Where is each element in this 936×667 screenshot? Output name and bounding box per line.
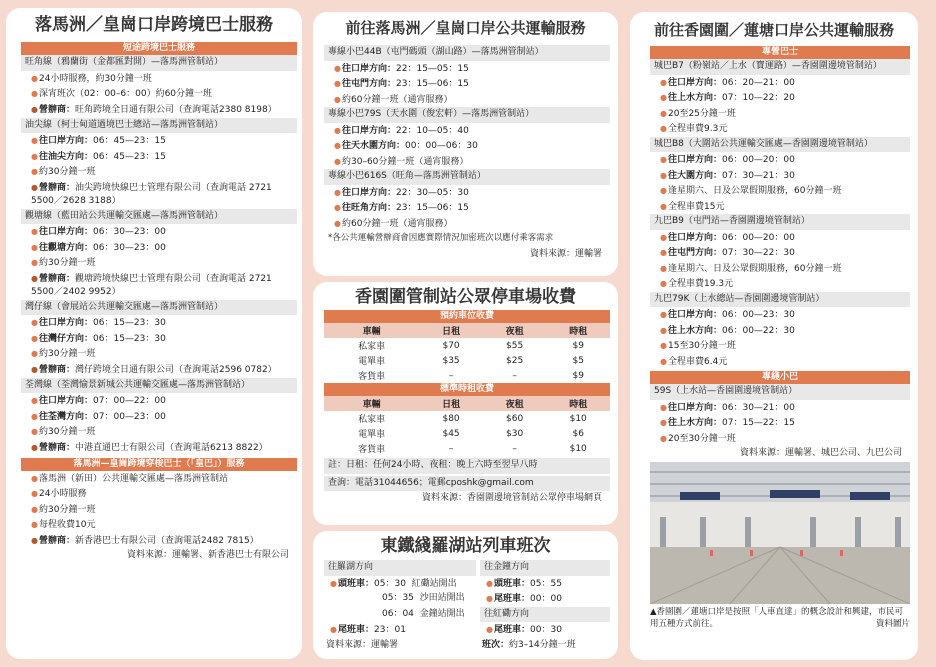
route-header: 旺角線（鴉蘭街（金都匯對開）—落馬洲管制站）: [21, 55, 297, 71]
list-item: ●往灣仔方向：06：15—23：30: [21, 331, 297, 347]
column-header: 夜租: [483, 323, 547, 338]
bullet-icon: ●: [660, 418, 667, 427]
list-item: ●約60分鐘一班（通宵服務）: [324, 92, 610, 108]
bullet-icon: ●: [31, 442, 38, 452]
parking-note: 註：日租：任何24小時、夜租：晚上六時至翌早八時: [324, 458, 610, 474]
table-cell: 私家車: [358, 342, 386, 352]
table-cell: –: [448, 370, 454, 381]
control-point-photo: [650, 462, 910, 604]
bullet-icon: ●: [334, 187, 341, 197]
bullet-icon: ●: [660, 77, 667, 87]
bullet-icon: ●: [31, 473, 38, 483]
bullet-icon: ●: [660, 93, 667, 102]
list-item: ●往口岸方向：06：30—21：00: [650, 400, 910, 416]
route-header: 九巴B9（屯門站—香園圍邊境管制站）: [650, 214, 910, 230]
bullet-icon: ●: [660, 232, 667, 242]
list-item: ●約30分鐘一班: [21, 164, 297, 180]
bullet-icon: ●: [334, 125, 341, 135]
bullet-icon: ●: [31, 333, 38, 343]
list-item: ●往口岸方向：06：45—23：15: [21, 133, 297, 149]
bullet-icon: ●: [31, 73, 38, 83]
list-item: ●約30分鐘一班: [21, 502, 297, 518]
list-item: ●尾班車：00：30: [480, 622, 610, 638]
route-header: 專線小巴79S（天水圍（俊宏軒）—落馬洲管制站）: [324, 107, 610, 123]
list-item: ●尾班車：00：00: [480, 591, 610, 607]
operator-item: ●營辦商：中港直通巴士有限公司（查詢電話6213 8822）: [31, 442, 268, 453]
table-cell: 客貨車: [358, 372, 386, 382]
parking-panel: [313, 282, 618, 525]
list-item: ●逢星期六、日及公眾假期服務，60分鐘一班: [650, 183, 910, 199]
bullet-icon: ●: [660, 108, 667, 118]
photo-caption: ▲香園圍／蓮塘口岸是按照「人車直達」的概念設計和興建，市民可用五種方式前往。 資料圖片: [650, 607, 910, 629]
bullet-icon: ●: [330, 625, 337, 634]
bullet-icon: ●: [31, 427, 38, 436]
source-note: 資料來源：香園圍邊境管制站公眾停車場網頁: [421, 493, 602, 503]
table-cell: $30: [506, 428, 524, 439]
bullet-icon: ●: [334, 94, 341, 104]
source-note: 資料來源：運輸署: [326, 639, 399, 650]
route-header: 灣仔線（會展站公共運輸交匯處—落馬洲管制站）: [21, 300, 297, 316]
rail-left-column: [324, 560, 476, 653]
table-cell: –: [512, 370, 517, 381]
table-cell: 私家車: [358, 415, 386, 425]
list-item: ●往上水方向：07：10—22：20: [650, 90, 910, 106]
bullet-icon: ●: [660, 310, 667, 319]
direction-header: 往金鐘方向: [480, 560, 610, 576]
table-row: [324, 426, 610, 441]
list-item: ●往屯門方向：23：15—06：15: [324, 76, 610, 92]
table-cell: $5: [572, 355, 584, 366]
list-item: ●頭班車：05：55: [480, 576, 610, 592]
table-row: [324, 338, 610, 353]
list-item: ●全程車費19.3元: [650, 276, 910, 292]
bullet-icon: ●: [660, 433, 667, 443]
route-header: 59S（上水站—香園圍邊境管制站）: [650, 384, 910, 400]
parking-contact: 查詢：電話31044656；電郵cposhk@gmail.com: [324, 476, 610, 492]
list-item: ●往口岸方向：06：30—23：00: [21, 224, 297, 240]
lmc-transport-panel: [313, 12, 618, 276]
source-note: 資料來源：運輸署、城巴公司、九巴公司: [739, 448, 902, 458]
bullet-icon: ●: [31, 489, 38, 498]
list-item: ●往天水圍方向：00：00—06：30: [324, 138, 610, 154]
bullet-icon: ●: [31, 136, 38, 145]
list-item: ●約30分鐘一班: [21, 424, 297, 440]
table-cell: $80: [442, 413, 460, 424]
bullet-icon: ●: [31, 364, 38, 374]
bullet-icon: ●: [31, 318, 38, 327]
column-header: 時租: [546, 323, 610, 338]
list-item: ●20至30分鐘一班: [650, 431, 910, 447]
bullet-icon: ●: [660, 155, 667, 164]
cross-border-bus-panel: [6, 8, 302, 659]
bullet-icon: ●: [31, 167, 38, 176]
list-item: ●往口岸方向：22：15—05：15: [324, 61, 610, 77]
bullet-icon: ●: [660, 170, 667, 180]
list-item: ●往口岸方向：22：30—05：30: [324, 185, 610, 201]
list-item: ●往口岸方向：06：00—20：00: [650, 230, 910, 246]
table-cell: $35: [442, 355, 460, 366]
list-item: ●往油尖方向：06：45—23：15: [21, 149, 297, 165]
hall-illustration: [650, 462, 910, 604]
hyw-transport-panel: [630, 12, 918, 660]
bullet-icon: ●: [486, 578, 493, 588]
bullet-icon: ●: [330, 578, 337, 588]
bullet-icon: ●: [31, 242, 38, 252]
list-item: ●尾班車：23：01: [324, 622, 476, 638]
route-header: 城巴B8（大圍站公共運輸交匯處—香園圍邊境管制站）: [650, 137, 910, 153]
table-cell: $70: [442, 340, 460, 351]
bullet-icon: ●: [31, 182, 38, 192]
list-item: ●往口岸方向：22：10—05：40: [324, 123, 610, 139]
list-item: ●24小時服務，約30分鐘一班: [21, 71, 297, 87]
list-item: ●深宵班次（02：00–6：00）約60分鐘一班: [21, 86, 297, 102]
bullet-icon: ●: [31, 504, 38, 514]
section-band: 專營巴士: [650, 46, 910, 59]
operator-item: ●營辦商：灣仔跨境全日通有限公司（查詢電話2596 0782）: [31, 364, 277, 375]
bullet-icon: ●: [660, 325, 667, 335]
bullet-icon: ●: [31, 535, 38, 545]
rail-panel: [313, 531, 618, 659]
section-band: 短途跨境巴士服務: [21, 42, 297, 55]
list-item: ●往荃灣方向：07：00—23：00: [21, 409, 297, 425]
bullet-icon: ●: [334, 79, 341, 88]
list-item: ●約30分鐘一班: [21, 346, 297, 362]
bullet-icon: ●: [486, 625, 493, 634]
table-cell: –: [448, 443, 454, 454]
list-item: ●往大圍方向：07：30—21：30: [650, 168, 910, 184]
route-header: 油尖線（柯士甸道過境巴士總站—落馬洲管制站）: [21, 118, 297, 134]
list-item: ●往屯門方向：07：30—22：30: [650, 245, 910, 261]
table-cell: 客貨車: [358, 445, 386, 455]
table-header-row: [324, 396, 610, 411]
bullet-icon: ●: [486, 594, 493, 603]
bullet-icon: ●: [334, 63, 341, 73]
bullet-icon: ●: [660, 402, 667, 412]
section-band: 預約車位收費: [324, 310, 610, 323]
source-note: 資料來源：運輸署、新香港巴士有限公司: [126, 550, 289, 560]
route-header: 專線小巴44B（屯門碼頭（湖山路）—落馬洲管制站）: [324, 45, 610, 61]
list-item: ●全程車費9.3元: [650, 121, 910, 137]
table-cell: $45: [442, 428, 460, 439]
table-row: [324, 441, 610, 456]
list-item: ●約30分鐘一班: [21, 255, 297, 271]
cross-border-bus-title: 落馬洲／皇崗口岸跨境巴士服務: [35, 15, 273, 35]
column-header: 日租: [419, 396, 483, 411]
rail-right-column: [480, 560, 610, 653]
bullet-icon: ●: [660, 356, 667, 366]
lmc-transport-title: 前往落馬洲／皇崗口岸公共運輸服務: [345, 19, 586, 37]
list-item: ●往口岸方向：06：00—20：00: [650, 152, 910, 168]
rail-title: 東鐵綫羅湖站列車班次: [380, 536, 551, 556]
bullet-icon: ●: [660, 279, 667, 288]
bullet-icon: ●: [31, 273, 38, 283]
list-item: ●20至25分鐘一班: [650, 106, 910, 122]
bullet-icon: ●: [31, 411, 38, 421]
list-item: ●約60分鐘一班（通宵服務）: [324, 216, 610, 232]
bullet-icon: ●: [660, 263, 667, 273]
bullet-icon: ●: [334, 218, 341, 228]
list-item: 06：04 金鐘站開出: [382, 608, 465, 619]
route-header: 專線小巴616S（旺角—落馬洲管制站）: [324, 169, 610, 185]
section-band: 標準時租收費: [324, 383, 610, 396]
list-item: ●頭班車：05：30 紅磡站開出: [324, 576, 476, 592]
route-header: 荃灣線（荃灣愉景新城公共運輸交匯處—落馬洲管制站）: [21, 378, 297, 394]
column-header: 時租: [546, 396, 610, 411]
column-header: 日租: [419, 323, 483, 338]
bullet-icon: ●: [660, 248, 667, 257]
table-cell: $10: [569, 413, 587, 424]
list-item: ●往口岸方向：06：20—21：00: [650, 75, 910, 91]
table-cell: $6: [572, 428, 584, 439]
table-header-row: [324, 323, 610, 338]
bullet-icon: ●: [31, 258, 38, 267]
table-row: [324, 368, 610, 383]
route-header: 九巴79K（上水總站—香園圍邊境管制站）: [650, 292, 910, 308]
list-item: ●全程車費15元: [650, 199, 910, 215]
list-item: ●往上水方向：07：15—22：15: [650, 415, 910, 431]
list-item: ●往旺角方向：23：15—06：15: [324, 200, 610, 216]
list-item: ●往口岸方向：06：00—23：30: [650, 307, 910, 323]
table-row: [324, 353, 610, 368]
hyw-transport-title: 前往香園圍／蓮塘口岸公共運輸服務: [653, 21, 894, 39]
bullet-icon: ●: [660, 186, 667, 195]
frequency-note: 班次：約3–14分鐘一班: [482, 639, 576, 650]
table-cell: $25: [506, 355, 524, 366]
bullet-icon: ●: [31, 89, 38, 98]
table-cell: $10: [569, 443, 587, 454]
list-item: ●全程車費6.4元: [650, 354, 910, 370]
bullet-icon: ●: [660, 341, 667, 350]
operator-item: ●營辦商：新香港巴士有限公司（查詢電話2482 7815）: [21, 533, 297, 549]
footnote: *各公共運輸營辦商會因應實際情況加密班次以應付乘客需求: [328, 233, 554, 243]
bullet-icon: ●: [31, 520, 38, 529]
bullet-icon: ●: [31, 227, 38, 236]
list-item: ●24小時服務: [21, 486, 297, 502]
bullet-icon: ●: [334, 141, 341, 150]
section-band: 落馬洲—皇崗跨境穿梭巴士（「皇巴」）服務: [21, 458, 297, 471]
list-item: ●每程收費10元: [21, 517, 297, 533]
bullet-icon: ●: [31, 104, 38, 114]
list-item: ●往上水方向：06：00—22：30: [650, 323, 910, 339]
operator-item: ●營辦商：觀塘跨境快線巴士管理有限公司（查詢電話 2721 5500／2402 9952）: [31, 273, 272, 297]
bullet-icon: ●: [31, 396, 38, 405]
table-cell: $55: [506, 340, 524, 351]
table-cell: 電單車: [358, 430, 386, 440]
table-row: [324, 411, 610, 426]
operator-item: ●營辦商：油尖跨境快線巴士管理有限公司（查詢電話 2721 5500／2628 3188）: [31, 182, 272, 206]
table-cell: $60: [506, 413, 524, 424]
route-header: 城巴B7（粉嶺站／上水（寶運路）—香園圍邊境管制站）: [650, 59, 910, 75]
list-item: ●往口岸方向：06：15—23：30: [21, 315, 297, 331]
bullet-icon: ●: [334, 203, 341, 212]
bullet-icon: ●: [31, 151, 38, 161]
table-cell: –: [512, 443, 517, 454]
column-header: 車輛: [324, 323, 419, 338]
direction-header: 往紅磡方向: [480, 607, 610, 623]
table-cell: $9: [572, 340, 584, 351]
route-header: 觀塘線（藍田站公共運輸交匯處—落馬洲管制站）: [21, 209, 297, 225]
bullet-icon: ●: [660, 124, 667, 133]
table-cell: $9: [572, 370, 584, 381]
column-header: 車輛: [324, 396, 419, 411]
parking-title: 香園圍管制站公眾停車場收費: [355, 287, 576, 307]
table-cell: 電單車: [358, 357, 386, 367]
bullet-icon: ●: [334, 156, 341, 166]
source-note: 資料來源：運輸署: [529, 248, 602, 259]
bullet-icon: ●: [660, 201, 667, 211]
hourly-fee-table: [324, 396, 610, 456]
reserved-fee-table: [324, 323, 610, 383]
operator-item: ●營辦商：旺角跨境全日通有限公司（查詢電話2380 8198）: [31, 104, 277, 115]
section-band: 專綫小巴: [650, 371, 910, 384]
column-header: 夜租: [483, 396, 547, 411]
list-item: ●往口岸方向：07：00—22：00: [21, 393, 297, 409]
list-item: ●落馬洲（新田）公共運輸交匯處—落馬洲管制站: [21, 471, 297, 487]
list-item: ●15至30分鐘一班: [650, 338, 910, 354]
direction-header: 往羅湖方向: [324, 560, 476, 576]
list-item: ●約30–60分鐘一班（通宵服務）: [324, 154, 610, 170]
list-item: 05：35 沙田站開出: [382, 593, 465, 603]
bullet-icon: ●: [31, 349, 38, 358]
list-item: ●往觀塘方向：06：30—23：00: [21, 240, 297, 256]
list-item: ●逢星期六、日及公眾假期服務，60分鐘一班: [650, 261, 910, 277]
